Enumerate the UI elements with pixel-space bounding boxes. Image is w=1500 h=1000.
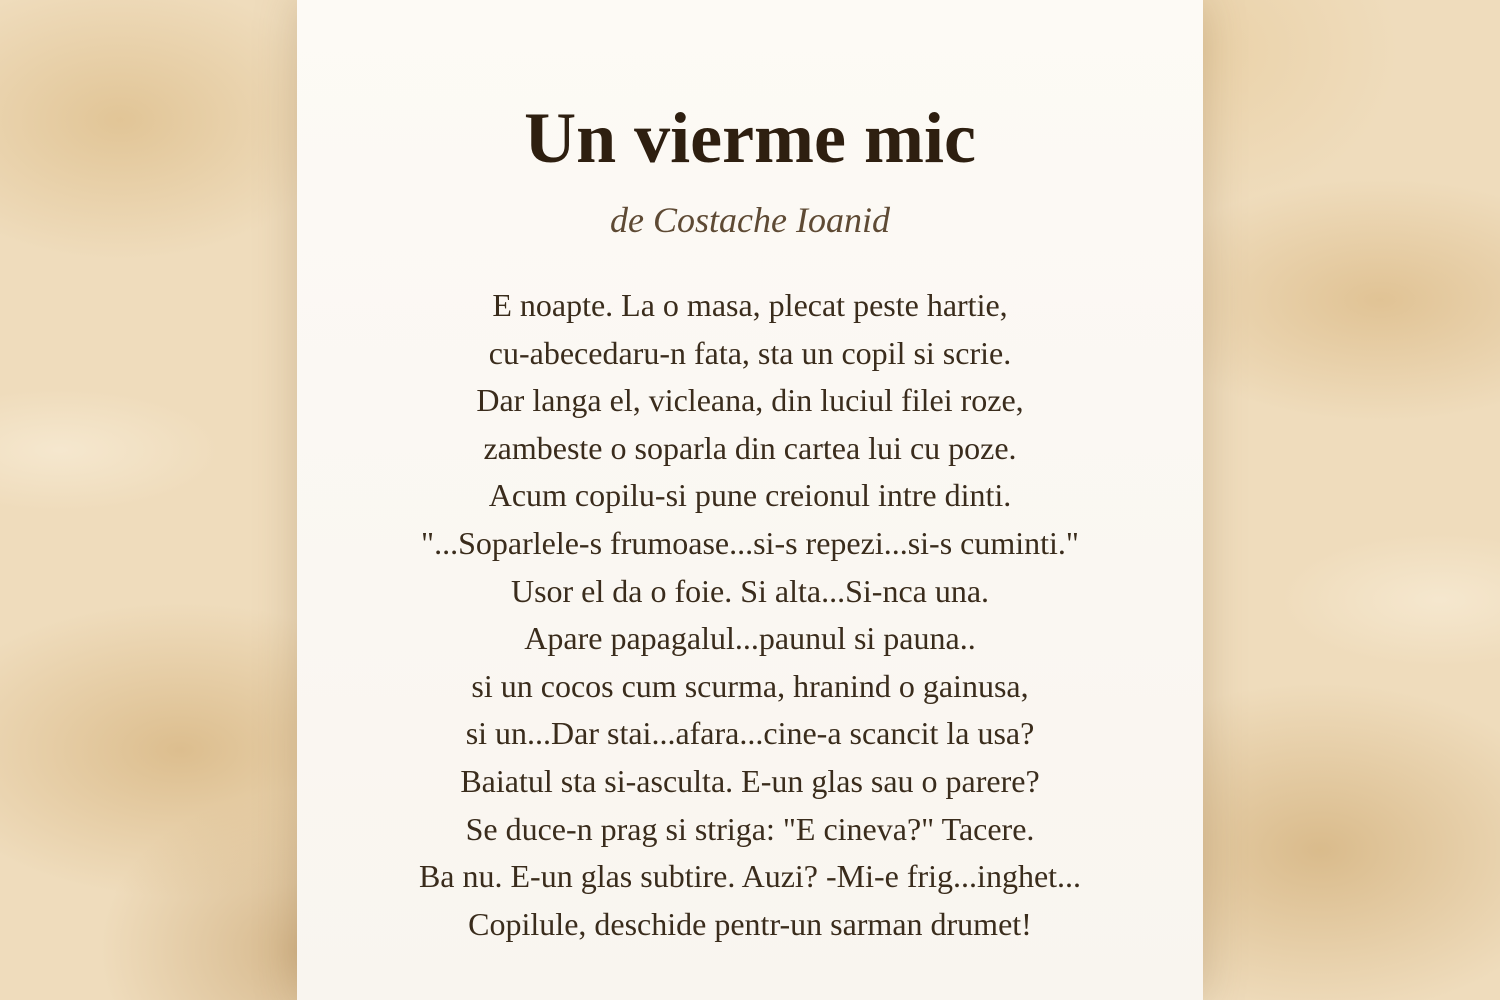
poem-line: Ba nu. E-un glas subtire. Auzi? -Mi-e frig...inghet...	[418, 858, 1082, 895]
poem-line: si un...Dar stai...afara...cine-a scancit la usa?	[465, 715, 1035, 752]
poem-line: Apare papagalul...paunul si pauna..	[524, 620, 976, 657]
poem-line: Copilule, deschide pentr-un sarman drumet!	[468, 905, 1032, 942]
poem-line: Se duce-n prag si striga: "E cineva?" Tacere.	[465, 810, 1035, 847]
poem-line: si un cocos cum scurma, hranind o gainusa,	[471, 667, 1029, 704]
poem-line: "...Soparlele-s frumoase...si-s repezi...si-s cuminti."	[421, 524, 1079, 561]
poem-page	[297, 0, 1203, 1000]
poem-line: Usor el da o foie. Si alta...Si-nca una.	[510, 572, 990, 609]
poem-line: Dar langa el, vicleana, din luciul filei roze,	[476, 382, 1024, 419]
poem-author: de Costache Ioanid	[610, 200, 890, 240]
poem-body	[297, 282, 1203, 948]
poem-line: Baiatul sta si-asculta. E-un glas sau o parere?	[460, 762, 1040, 799]
poem-line: E noapte. La o masa, plecat peste hartie,	[492, 287, 1008, 323]
poem-line: zambeste o soparla din cartea lui cu poze.	[483, 429, 1017, 466]
poem-line: Acum copilu-si pune creionul intre dinti.	[488, 477, 1012, 514]
poem-title: Un vierme mic	[524, 98, 976, 178]
poem-line: cu-abecedaru-n fata, sta un copil si scrie.	[488, 334, 1012, 371]
